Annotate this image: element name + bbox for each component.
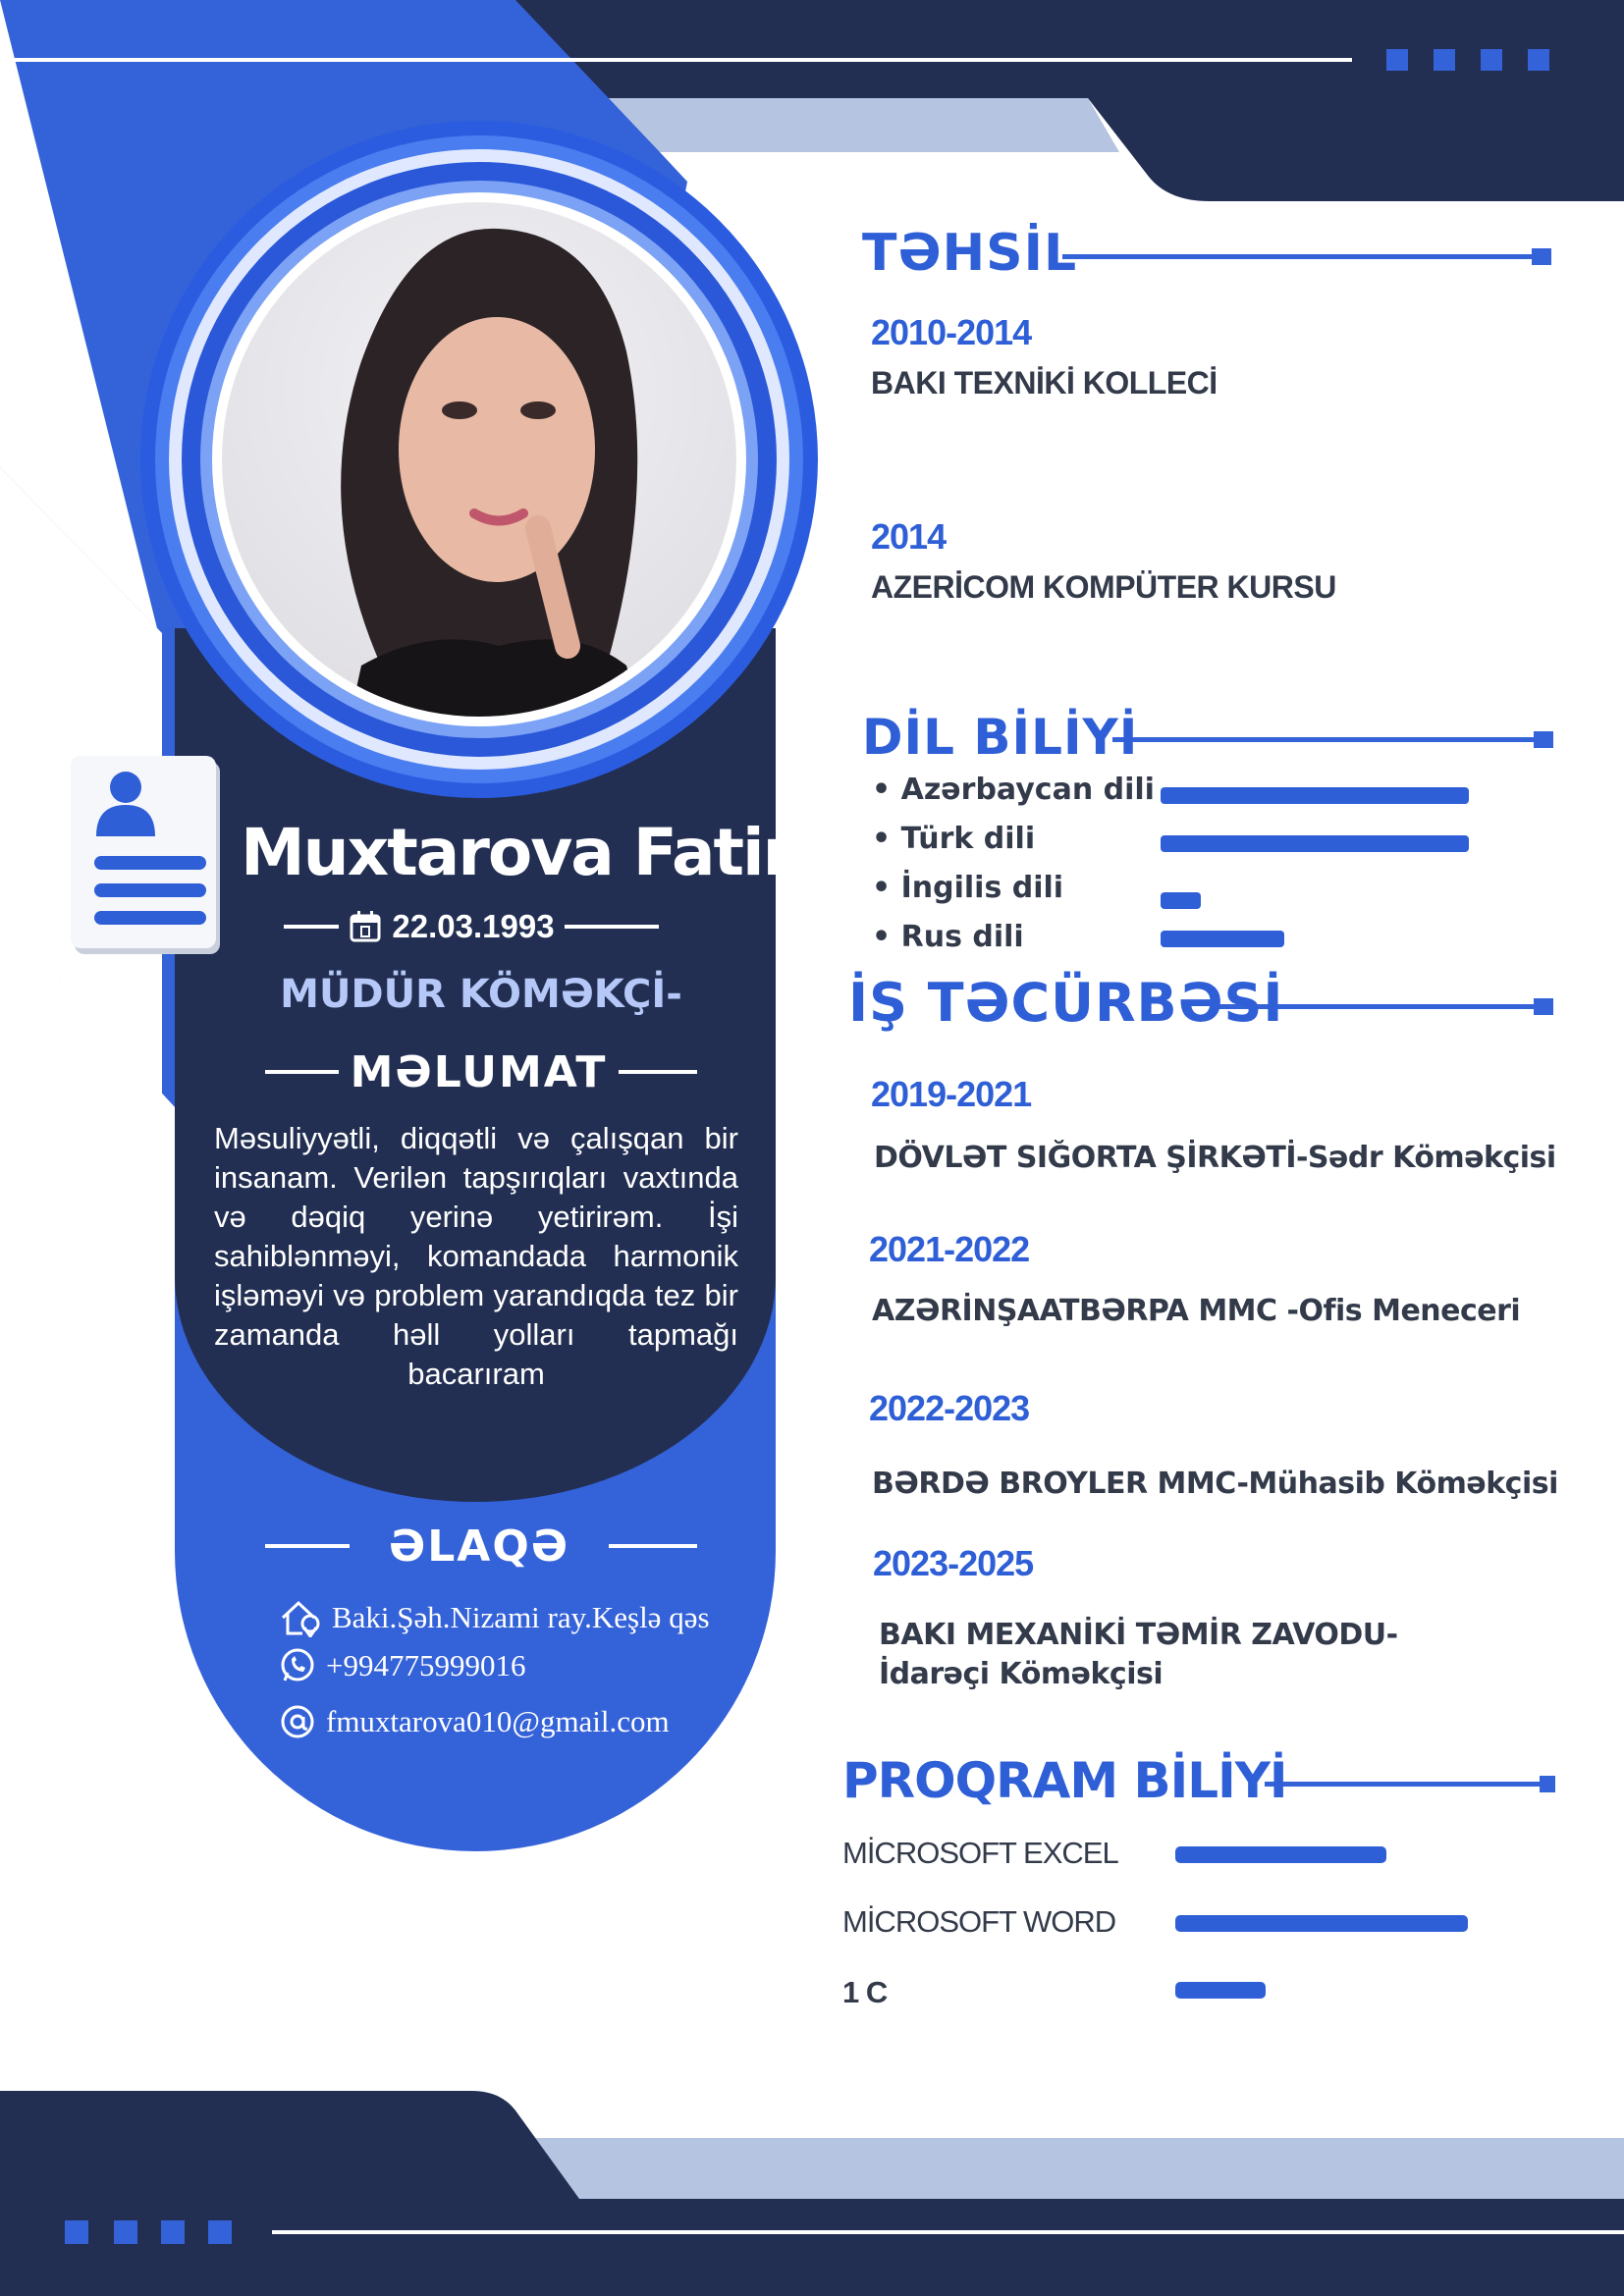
whatsapp-icon — [279, 1647, 316, 1684]
document-profile-icon — [69, 754, 226, 962]
email-at-icon — [279, 1703, 316, 1740]
language-level-bar — [1161, 835, 1469, 852]
job-title: MÜDÜR KÖMƏKÇİ- — [280, 972, 682, 1017]
email-text[interactable]: fmuxtarova010@gmail.com — [326, 1704, 670, 1738]
divider-line — [265, 1544, 350, 1548]
divider-line — [609, 1544, 697, 1548]
experience-role: -Sədr Köməkçisi — [1295, 1141, 1556, 1175]
birth-date-row — [257, 907, 685, 946]
contact-heading — [265, 1517, 697, 1575]
birth-date: 22.03.1993 — [392, 908, 555, 944]
contact-address — [279, 1598, 710, 1637]
education-school-2: AZERİCOM KOMPÜTER KURSU — [871, 569, 1336, 605]
language-item: • Rus dili — [872, 920, 1024, 954]
software-item: MİCROSOFT WORD — [842, 1904, 1116, 1939]
contact-phone — [279, 1647, 525, 1684]
language-item: • Azərbaycan dili — [872, 773, 1155, 807]
software-heading: PROQRAM BİLİYİ — [842, 1752, 1287, 1809]
experience-entry-2 — [872, 1292, 1520, 1331]
divider-line — [565, 925, 659, 929]
about-heading-text: MƏLUMAT — [350, 1046, 608, 1097]
contact-email — [279, 1703, 670, 1740]
language-level-bar — [1161, 892, 1201, 909]
education-school-1: BAKI TEXNİKİ KOLLECİ — [871, 365, 1218, 400]
education-year-2: 2014 — [871, 516, 947, 557]
full-name: Muxtarova Fatimə — [241, 815, 871, 890]
education-year-1: 2010-2014 — [871, 312, 1032, 352]
software-level-bar — [1175, 1982, 1266, 1999]
experience-company: BAKI MEXANİKİ TƏMİR ZAVODU- — [879, 1618, 1398, 1652]
software-level-bar — [1175, 1915, 1468, 1932]
language-item: • İngilis dili — [872, 871, 1064, 905]
experience-years-4: 2023-2025 — [873, 1543, 1034, 1583]
profile-photo — [135, 116, 823, 803]
software-item: MİCROSOFT EXCEL — [842, 1836, 1118, 1870]
contact-heading-text: ƏLAQƏ — [388, 1521, 570, 1572]
experience-heading: İŞ TƏCÜRBƏSİ — [848, 972, 1284, 1034]
experience-entry-3 — [872, 1465, 1558, 1504]
languages-heading: DİL BİLİYİ — [862, 709, 1139, 766]
divider-line — [284, 925, 339, 929]
experience-years-1: 2019-2021 — [871, 1074, 1032, 1114]
experience-company: DÖVLƏT SIĞORTA ŞİRKƏTİ — [874, 1141, 1296, 1175]
language-level-bar — [1161, 931, 1284, 947]
experience-role: -Ofis Meneceri — [1286, 1294, 1521, 1328]
calendar-icon — [349, 910, 382, 943]
experience-company: BƏRDƏ BROYLER MMC — [872, 1467, 1237, 1501]
experience-years-3: 2022-2023 — [869, 1388, 1030, 1428]
experience-years-2: 2021-2022 — [869, 1229, 1030, 1269]
software-item: 1 C — [842, 1975, 888, 2009]
education-heading: TƏHSİL — [862, 224, 1078, 283]
experience-company: AZƏRİNŞAATBƏRPA MMC — [872, 1294, 1287, 1328]
experience-entry-1 — [874, 1139, 1556, 1178]
divider-line — [619, 1070, 697, 1074]
experience-role: İdarəçi Köməkçisi — [879, 1657, 1164, 1691]
language-level-bar — [1161, 787, 1469, 804]
about-text: Məsuliyyətli, diqqətli və çalışqan bir insanam. Verilən tapşırıqları vaxtında və dəqiq yerinə yetirirəm. İşi sahiblənməyi, komandada harmonik işləməyi və problem yarandıqda tez bir zamanda həll yolları tapmağı bacarıram — [214, 1121, 738, 1391]
language-item: • Türk dili — [872, 822, 1036, 856]
phone-text[interactable]: +994775999016 — [326, 1648, 526, 1682]
address-text: Baki.Şəh.Nizami ray.Keşlə qəs — [332, 1600, 710, 1634]
about-heading — [265, 1042, 697, 1101]
divider-line — [265, 1070, 339, 1074]
home-location-icon — [279, 1598, 322, 1637]
software-level-bar — [1175, 1846, 1386, 1863]
experience-entry-4 — [879, 1616, 1398, 1694]
experience-role: -Mühasib Köməkçisi — [1236, 1467, 1558, 1501]
